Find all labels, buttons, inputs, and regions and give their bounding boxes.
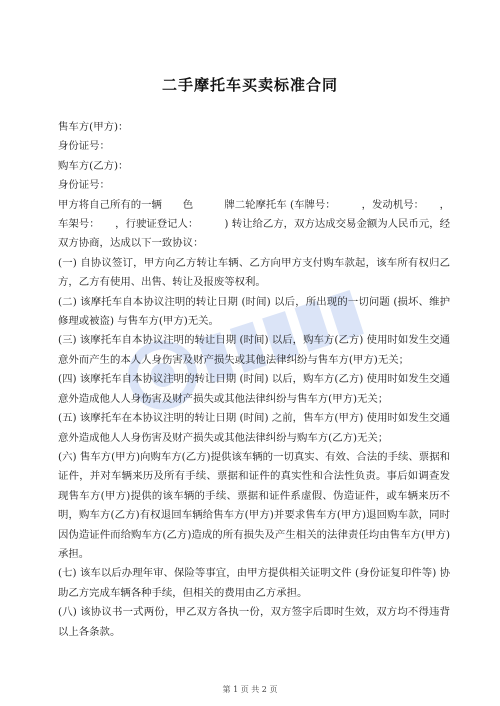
page-number-footer: 第 1 页 共 2 页	[222, 685, 278, 694]
document-body	[58, 118, 450, 642]
clause-2: (二) 该摩托车自本协议注明的转让日期 (时间) 以后，所出现的一切问题 (损坏、维护修理或被盗) 与售车方(甲方)无关。	[58, 295, 450, 328]
clause-4: (四) 该摩托车自本协议注明的转让日期 (时间) 以后，购车方(乙方) 使用时如发生交通意外造成他人人身伤害及财产损失或其他法律纠纷与售车方(甲方)无关；	[58, 373, 450, 405]
clause-7: (七) 该车以后办理年审、保险等事宜，由甲方提供相关证明文件 (身份证复印件等) 协助乙方完成车辆各种手续，但相关的费用由乙方承担。	[58, 567, 450, 599]
clause-5: (五) 该摩托车在本协议注明的转让日期 (时间) 之前，售车方(甲方) 使用时如发生交通意外造成他人人身伤害及财产损失或其他法律纠纷与购车方(乙方)无关；	[58, 412, 450, 444]
seller-field: 售车方(甲方)：	[58, 121, 129, 133]
clause-8: (八) 该协议书一式两份，甲乙双方各执一份，双方签字后即时生效，双方均不得违背以上各条款。	[58, 606, 450, 638]
buyer-id-field: 身份证号：	[58, 179, 110, 192]
buyer-field: 购车方(乙方)：	[58, 159, 129, 172]
seller-id-field: 身份证号：	[58, 140, 110, 153]
document-title: 二手摩托车买卖标准合同	[161, 76, 338, 94]
clause-6: (六) 售车方(甲方)向购车方(乙方)提供该车辆的一切真实、有效、合法的手续、票据和证件，并对车辆来历及所有手续、票据和证件的真实性和合法性负责。事后如调查发现售车方(甲方)提供的该车辆的手续、票据和证件系虚假、伪造证件，或车辆来历不明，购车方(乙方)有权退回车辆给售车方(甲方)并要求售车方(甲方)退回购车款，同时因伪造证件而给购车方(乙方)造成的所有损失及产生相关的法律责任均由售车方(甲方)承担。	[58, 450, 450, 560]
clause-3: (三) 该摩托车自本协议注明的转让日期 (时间) 以后，购车方(乙方) 使用时如发生交通意外而产生的本人人身伤害及财产损失或其他法律纠纷与售车方(甲方)无关；	[58, 334, 450, 366]
intro-paragraph: 甲方将自己所有的一辆 色 牌二轮摩托车 (车牌号： ，发动机号： ，车架号： ，行驶证登记人： ) 转让给乙方，双方达成交易金额为人民币元，经双方协商，达成以下一致协议：	[58, 198, 450, 250]
clause-1: (一) 自协议签订，甲方向乙方转让车辆、乙方向甲方支付购车款起，该车所有权归乙方，乙方有使用、出售、转让及报废等权利。	[58, 256, 450, 289]
